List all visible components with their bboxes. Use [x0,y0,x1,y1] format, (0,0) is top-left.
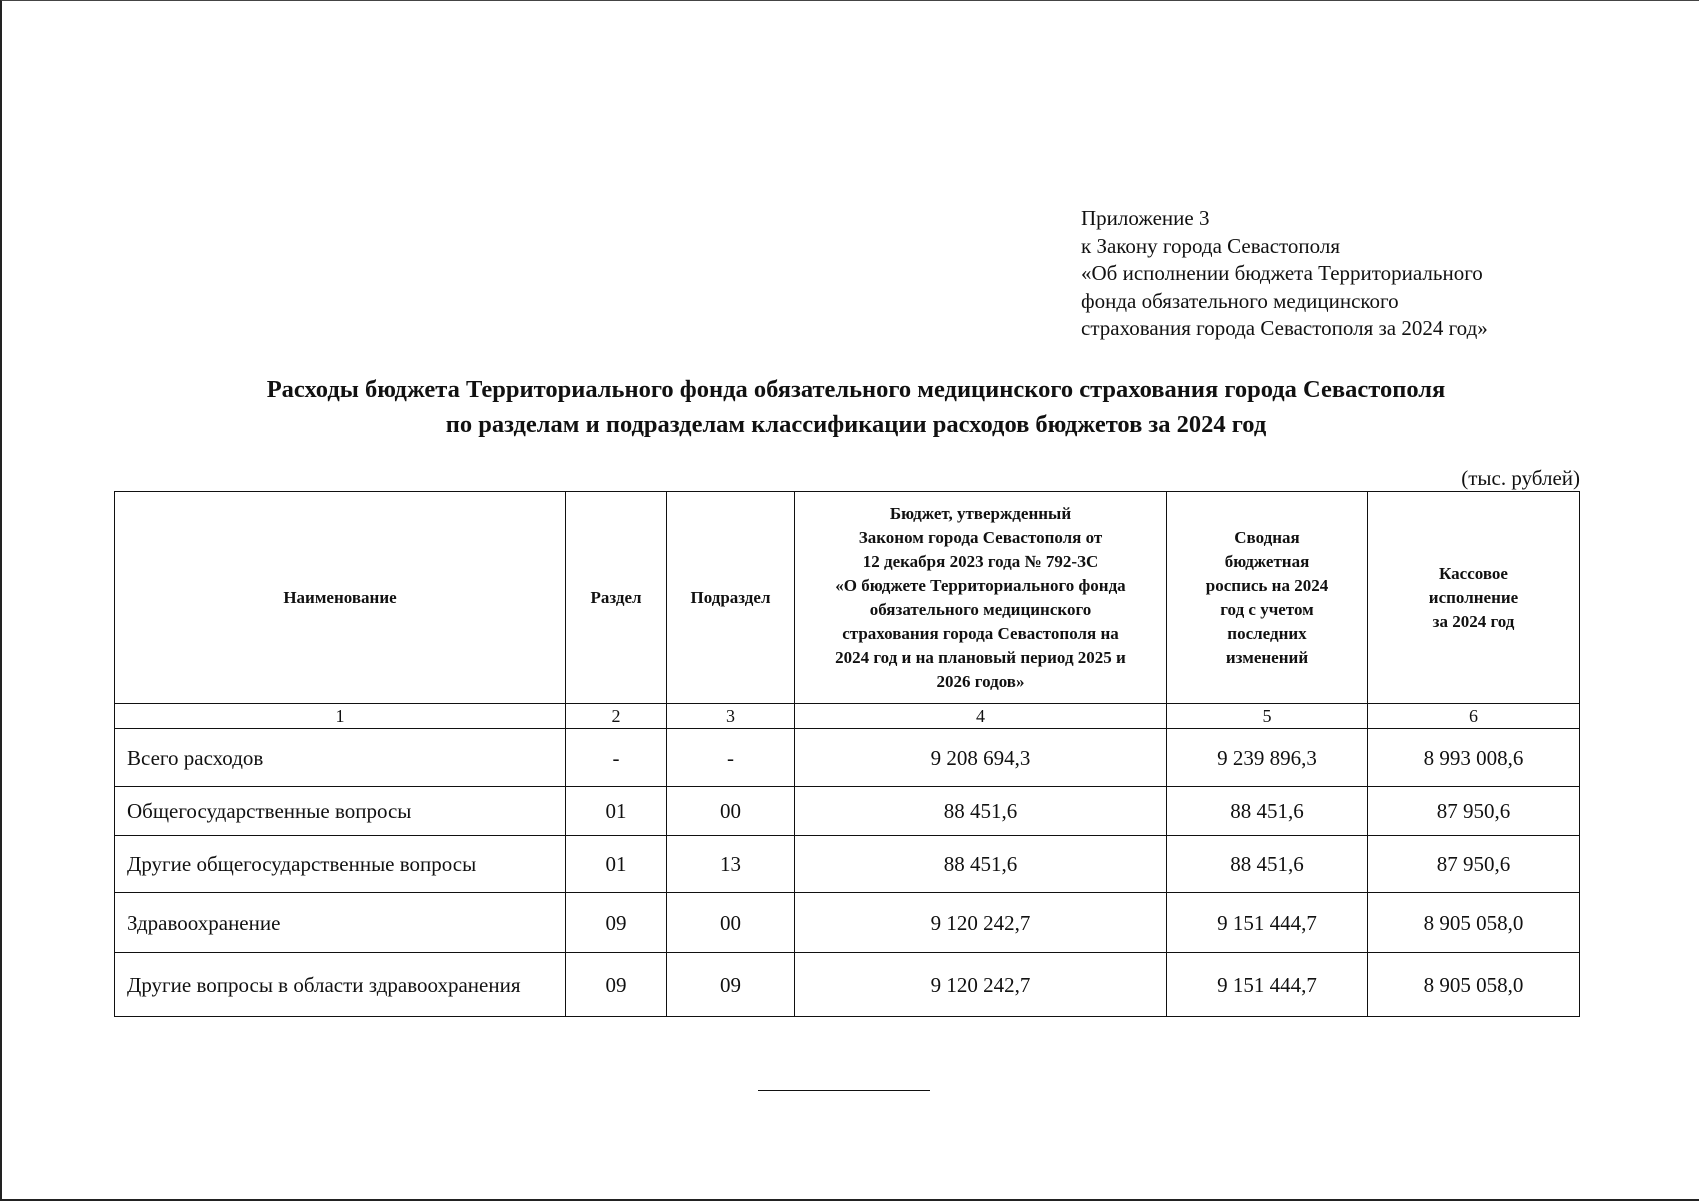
header-execution [1368,492,1580,704]
row-consolidated: 9 151 444,7 [1167,893,1368,953]
row-execution: 87 950,6 [1368,836,1580,893]
row-consolidated: 9 239 896,3 [1167,729,1368,787]
row-name: Всего расходов [115,729,566,787]
units-label: (тыс. рублей) [1461,466,1580,490]
table-row [115,787,1580,836]
table-row [115,953,1580,1017]
appendix-line: фонда обязательного медицинского [1081,288,1399,313]
row-name: Здравоохранение [115,893,566,953]
header-consolidated-line: последних [1227,623,1307,643]
header-consolidated [1167,492,1368,704]
header-budget [795,492,1167,704]
title-line-1: Расходы бюджета Территориального фонда обязательного медицинского страхования города Севастополя [266,376,1446,403]
row-budget: 88 451,6 [795,836,1167,893]
title-line-2: по разделам и подразделам классификации расходов бюджетов за 2024 год [445,411,1267,438]
table-header-row [115,492,1580,704]
row-subsection: 09 [667,953,795,1017]
row-execution: 8 905 058,0 [1368,953,1580,1017]
table-row [115,729,1580,787]
row-consolidated: 88 451,6 [1167,836,1368,893]
row-subsection: - [667,729,795,787]
header-execution-line: исполнение [1428,587,1519,607]
column-number-row [115,704,1580,729]
header-budget-line: 2024 год и на плановый период 2025 и [835,647,1126,667]
header-consolidated-line: год с учетом [1220,599,1314,619]
column-number: 6 [1368,704,1580,729]
column-number: 4 [795,704,1167,729]
header-name: Наименование [115,492,566,704]
row-section: 01 [566,787,667,836]
header-subsection: Подраздел [667,492,795,704]
header-budget-line: обязательного медицинского [869,599,1092,619]
table-row [115,893,1580,953]
appendix-line: «Об исполнении бюджета Территориального [1081,261,1483,285]
row-consolidated: 9 151 444,7 [1167,953,1368,1017]
table-row [115,836,1580,893]
row-section: 09 [566,893,667,953]
header-execution-line: Кассовое [1439,563,1508,583]
header-consolidated-line: изменений [1225,647,1309,667]
row-section: 09 [566,953,667,1017]
document-title [100,372,1612,442]
row-subsection: 13 [667,836,795,893]
row-name: Общегосударственные вопросы [115,787,566,836]
header-execution-line: за 2024 год [1432,611,1515,631]
header-budget-line: «О бюджете Территориального фонда [835,575,1126,595]
row-budget: 9 120 242,7 [795,893,1167,953]
header-consolidated-line: Сводная [1234,527,1300,547]
appendix-line: к Закону города Севастополя [1081,233,1341,258]
row-subsection: 00 [667,787,795,836]
header-budget-line: Законом города Севастополя от [858,527,1103,547]
column-number: 2 [566,704,667,729]
header-consolidated-line: бюджетная [1224,551,1310,571]
column-number: 1 [115,704,566,729]
row-budget: 9 120 242,7 [795,953,1167,1017]
header-budget-line: 12 декабря 2023 года № 792-ЗС [862,551,1099,571]
row-name: Другие общегосударственные вопросы [115,836,566,893]
header-budget-line: страхования города Севастополя на [842,623,1119,643]
header-consolidated-line: роспись на 2024 [1205,575,1329,595]
row-section: - [566,729,667,787]
row-consolidated: 88 451,6 [1167,787,1368,836]
closing-rule [758,1090,930,1091]
appendix-line: Приложение 3 [1081,206,1210,230]
column-number: 5 [1167,704,1368,729]
row-execution: 8 905 058,0 [1368,893,1580,953]
row-section: 01 [566,836,667,893]
expenses-table [114,491,1580,1017]
header-budget-line: 2026 годов» [936,671,1025,691]
row-execution: 87 950,6 [1368,787,1580,836]
row-name: Другие вопросы в области здравоохранения [115,953,566,1017]
appendix-note [1081,205,1601,343]
row-budget: 9 208 694,3 [795,729,1167,787]
header-section: Раздел [566,492,667,704]
header-budget-line: Бюджет, утвержденный [889,503,1072,523]
appendix-line: страхования города Севастополя за 2024 год» [1081,316,1488,340]
row-budget: 88 451,6 [795,787,1167,836]
column-number: 3 [667,704,795,729]
row-subsection: 00 [667,893,795,953]
row-execution: 8 993 008,6 [1368,729,1580,787]
